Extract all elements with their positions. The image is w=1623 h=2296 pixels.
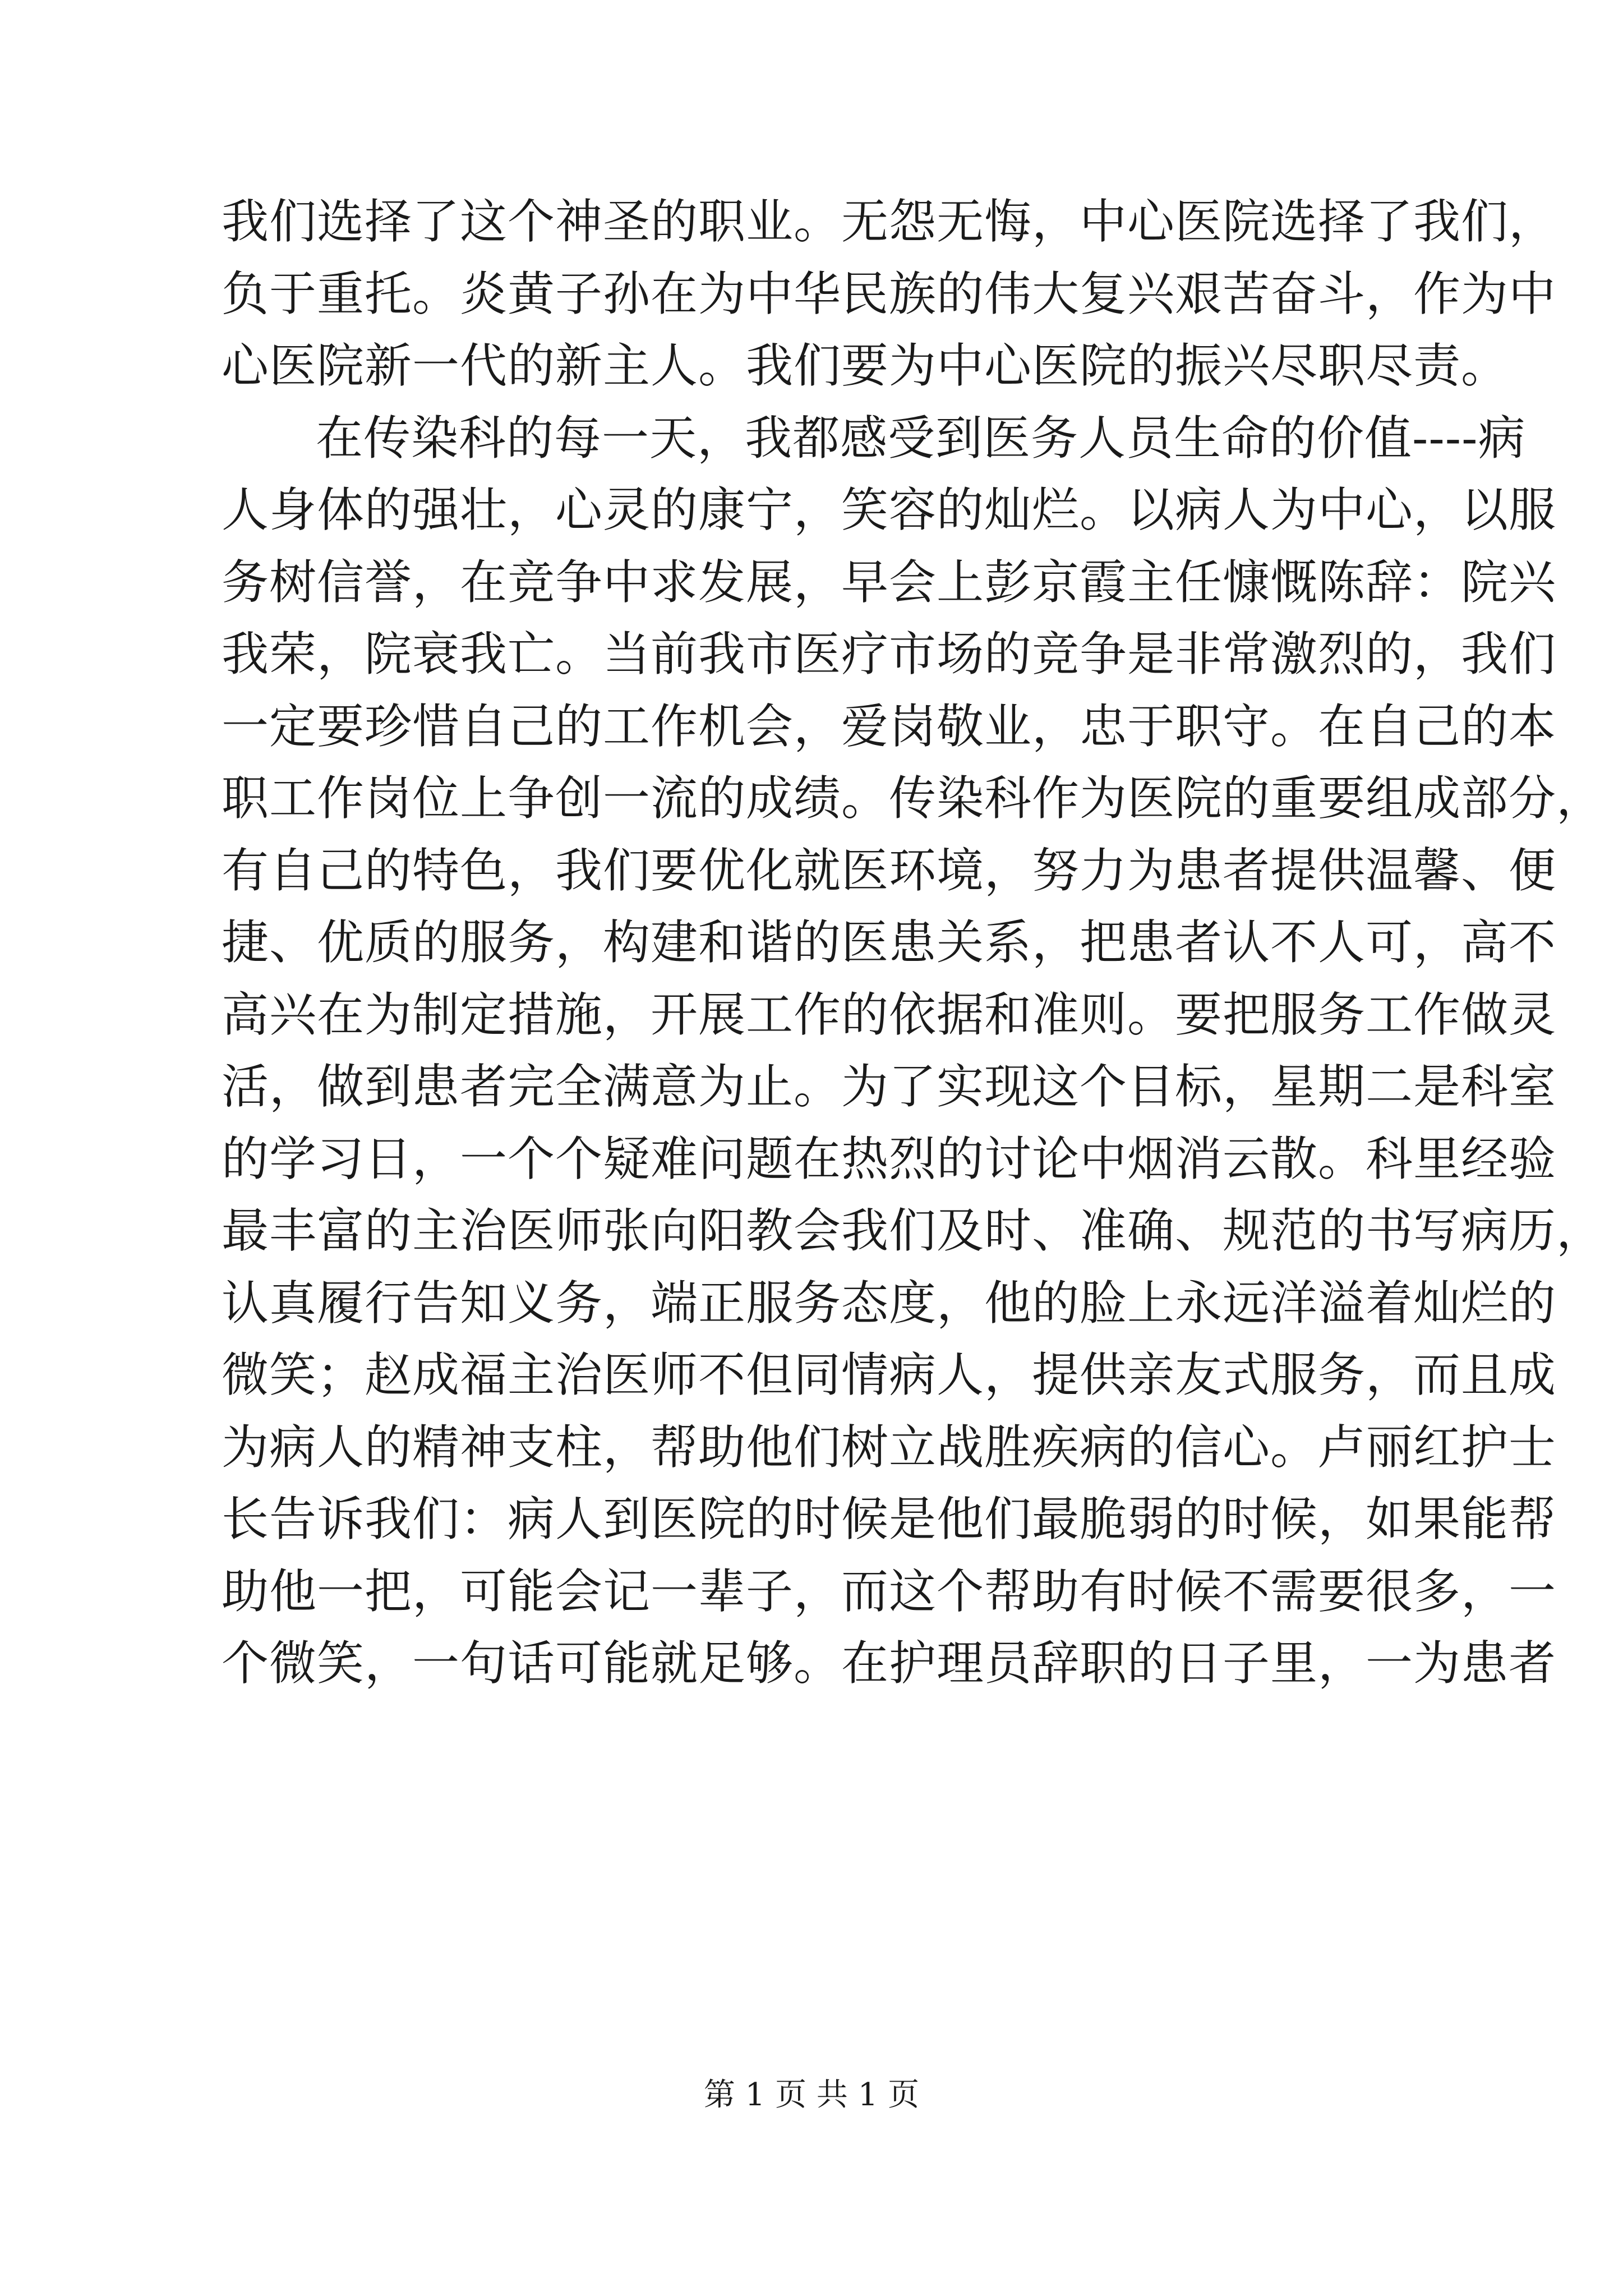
body-text	[222, 188, 1604, 1702]
text-line-4: 在传染科的每一天，我都感受到医务人员生命的价值----病	[316, 410, 1526, 466]
text-line-6: 务树信誉，在竞争中求发展，早会上彭京霞主任慷慨陈辞：院兴	[222, 554, 1557, 610]
text-line-3: 心医院新一代的新主人。我们要为中心医院的振兴尽职尽责。	[222, 338, 1509, 393]
text-line-19: 长告诉我们：病人到医院的时候是他们最脆弱的时候，如果能帮	[222, 1492, 1557, 1547]
text-line-21: 个微笑，一句话可能就足够。在护理员辞职的日子里，一为患者	[222, 1636, 1557, 1691]
text-line-9: 职工作岗位上争创一流的成绩。传染科作为医院的重要组成部分，	[222, 771, 1604, 826]
text-line-11: 捷、优质的服务，构建和谐的医患关系，把患者认不人可，高不	[222, 915, 1557, 970]
text-line-10: 有自己的特色，我们要优化就医环境，努力为患者提供温馨、便	[222, 843, 1557, 898]
text-line-8: 一定要珍惜自己的工作机会，爱岗敬业，忠于职守。在自己的本	[222, 698, 1557, 754]
text-line-13: 活，做到患者完全满意为止。为了实现这个目标，星期二是科室	[222, 1059, 1557, 1114]
text-line-15: 最丰富的主治医师张向阳教会我们及时、准确、规范的书写病历，	[222, 1203, 1604, 1258]
text-line-1: 我们选择了这个神圣的职业。无怨无悔，中心医院选择了我们，	[222, 194, 1557, 249]
text-line-14: 的学习日，一个个疑难问题在热烈的讨论中烟消云散。科里经验	[222, 1131, 1557, 1186]
text-line-18: 为病人的精神支柱，帮助他们树立战胜疾病的信心。卢丽红护士	[222, 1419, 1557, 1475]
text-line-7: 我荣，院衰我亡。当前我市医疗市场的竞争是非常激烈的，我们	[222, 627, 1557, 682]
text-line-16: 认真履行告知义务，端正服务态度，他的脸上永远洋溢着灿烂的	[222, 1275, 1557, 1331]
text-line-20: 助他一把，可能会记一辈子，而这个帮助有时候不需要很多，一	[222, 1563, 1557, 1619]
page-number-footer: 第 1 页 共 1 页	[703, 2077, 920, 2113]
text-line-2: 负于重托。炎黄子孙在为中华民族的伟大复兴艰苦奋斗，作为中	[222, 266, 1557, 321]
text-line-17: 微笑；赵成福主治医师不但同情病人，提供亲友式服务，而且成	[222, 1347, 1557, 1402]
text-line-12: 高兴在为制定措施，开展工作的依据和准则。要把服务工作做灵	[222, 987, 1557, 1042]
text-line-5: 人身体的强壮，心灵的康宁，笑容的灿烂。以病人为中心，以服	[222, 482, 1557, 537]
